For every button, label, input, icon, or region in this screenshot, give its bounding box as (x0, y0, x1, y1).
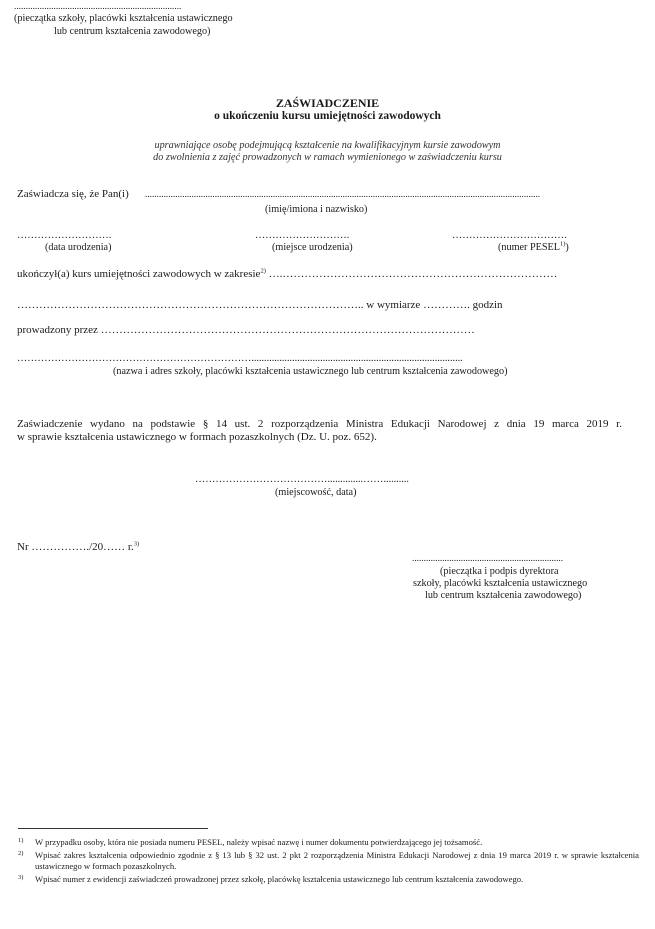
pob-dots: ………………………. (255, 230, 350, 241)
school-caption: (nazwa i adres szkoły, placówki kształcenia ustawicznego lub centrum kształcenia zawodowego) (113, 366, 508, 377)
scope-line: ………………………………………………………………………………….. w wymiarze …………. godzin (17, 299, 503, 311)
footnote-ref-1: 1) (559, 240, 566, 248)
footnote-ref-2: 2) (260, 267, 266, 275)
pob-caption: (miejsce urodzenia) (272, 242, 353, 253)
legal-basis-line1: Zaświadczenie wydano na podstawie § 14 ust. 2 rozporządzenia Ministra Edukacji Narodowej z dnia 19 marca 2019 r. (17, 418, 622, 430)
document-subtitle: o ukończeniu kursu umiejętności zawodowych (214, 110, 441, 122)
dob-caption: (data urodzenia) (45, 242, 112, 253)
footnote-text: Wpisać zakres kształcenia odpowiednio zgodnie z § 13 lub § 32 ust. 2 pkt 2 rozporządzenia Ministra Edukacji Narodowej z dnia 19 marca 2019 r. w sprawie kształcenia ustawicznego w formach pozaszkolnych. (35, 850, 639, 871)
pesel-dots: ……………………………. (452, 230, 567, 241)
school-dots: ……………………………………………………………................................................................................... (17, 353, 463, 364)
legal-basis-line2: w sprawie kształcenia ustawicznego w formach pozaszkolnych (Dz. U. poz. 652). (17, 431, 377, 443)
document-title: ZAŚWIADCZENIE (275, 96, 380, 110)
footnote-separator (18, 828, 208, 829)
footnote-text: Wpisać numer z ewidencji zaświadczeń prowadzonej przez szkołę, placówkę kształcenia ustawicznego lub centrum kształcenia zawodowego. (35, 874, 524, 884)
signature-caption-line3: lub centrum kształcenia zawodowego) (425, 590, 582, 601)
signature-caption-line2: szkoły, placówki kształcenia ustawicznego (413, 578, 588, 589)
footnote-number: 3) (18, 874, 24, 881)
footnote-number: 2) (18, 850, 24, 857)
name-field-dots: .......................................................................................................................................................................... (145, 190, 541, 200)
signature-dots: ................................................................. (412, 554, 564, 564)
led-by-line: prowadzony przez ………………………………………………………………………………………… (17, 324, 475, 336)
course-line: ukończył(a) kurs umiejętności zawodowych w zakresie$^{2)}$ ….………………………………………………………………… (17, 267, 558, 280)
footnote-text: W przypadku osoby, która nie posiada numeru PESEL, należy wpisać nazwę i numer dokumentu potwierdzającego jej tożsamość. (35, 837, 483, 847)
signature-caption-line1: (pieczątka i podpis dyrektora (440, 566, 559, 577)
certificate-number: Nr ……………./20…… r.$^{3)}$ (17, 540, 140, 553)
footnote-ref-3: 3) (133, 540, 140, 548)
footnote-number: 1) (18, 837, 24, 844)
italic-note-line1: uprawniające osobę podejmującą kształcenie na kwalifikacyjnym kursie zawodowym (154, 140, 501, 151)
certify-label: Zaświadcza się, że Pan(i) (17, 188, 129, 200)
stamp-dots: ........................................................................ (14, 2, 182, 12)
italic-note-line2: do zwolnienia z zajęć prowadzonych w ramach wymienionego w zaświadczeniu kursu (153, 152, 502, 163)
dob-dots: ………………………. (17, 230, 112, 241)
place-date-caption: (miejscowość, data) (275, 487, 357, 498)
stamp-caption-line1: (pieczątka szkoły, placówki kształcenia ustawicznego (14, 13, 233, 24)
pesel-caption: (numer PESEL$^{1)}$) (498, 240, 569, 253)
place-date-dots: …………………………………..............…….......... (195, 474, 409, 485)
stamp-caption-line2: lub centrum kształcenia zawodowego) (54, 26, 211, 37)
name-caption: (imię/imiona i nazwisko) (265, 204, 368, 215)
